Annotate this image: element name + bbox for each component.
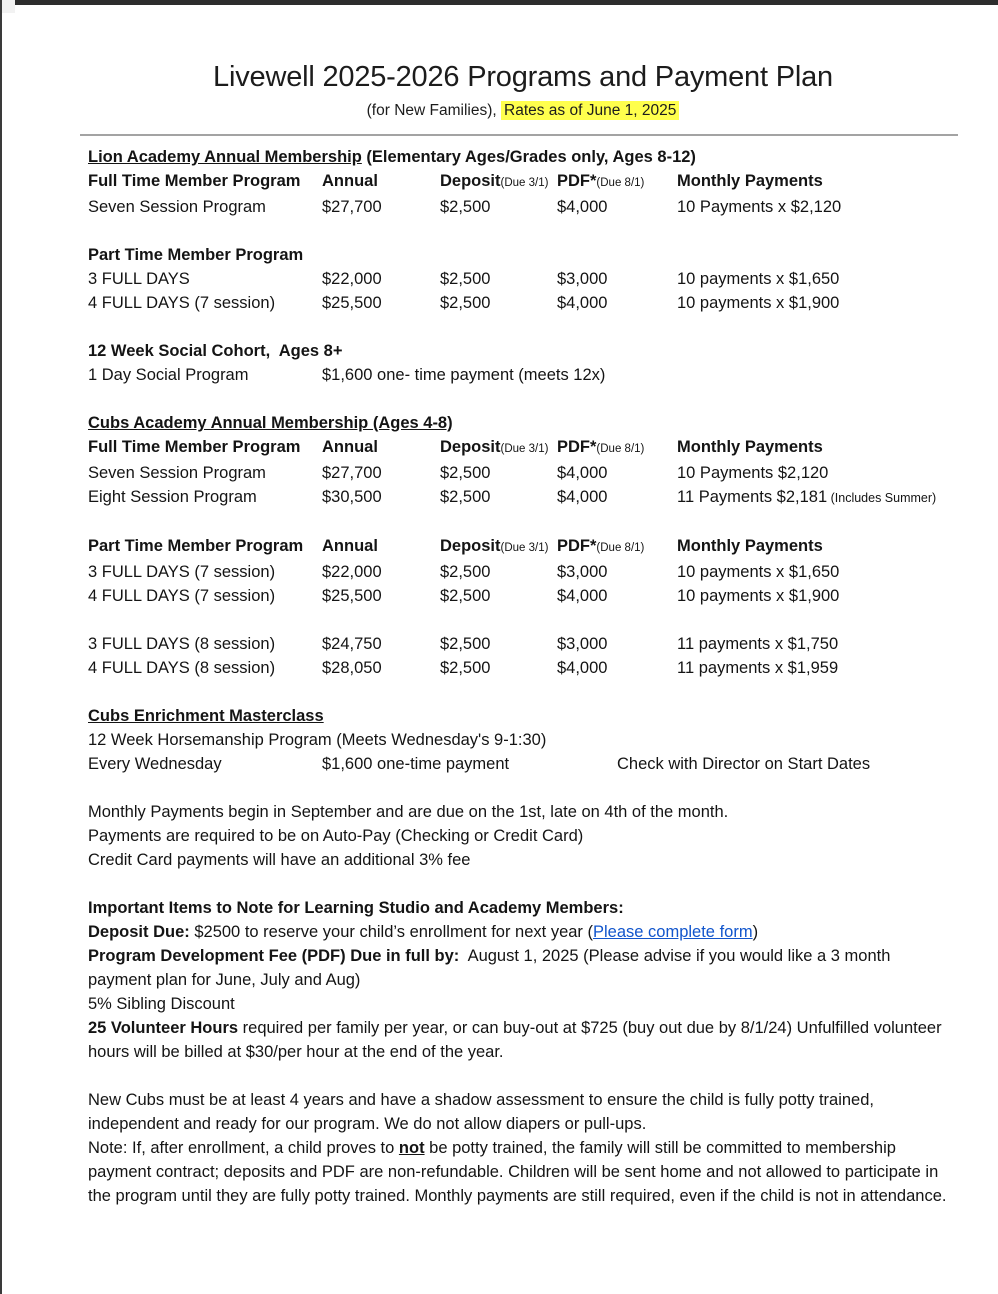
table-row bbox=[88, 560, 958, 584]
deposit-amount: $2,500 bbox=[440, 635, 491, 653]
pdf-amount: $4,000 bbox=[557, 488, 608, 506]
column-header-pdf: PDF*(Due 8/1) bbox=[557, 172, 645, 190]
column-header-monthly-payments: Monthly Payments bbox=[677, 438, 823, 456]
cubs-full-time-header-row bbox=[88, 435, 958, 461]
monthly-payments-value: 10 Payments $2,120 bbox=[677, 464, 829, 482]
pdf-due-note: (Due 8/1) bbox=[596, 177, 645, 189]
annual-price: $24,750 bbox=[322, 635, 382, 653]
annual-price: $25,500 bbox=[322, 587, 382, 605]
column-header-program: Full Time Member Program bbox=[88, 172, 301, 190]
pdf-amount: $4,000 bbox=[557, 659, 608, 677]
table-row bbox=[88, 485, 958, 510]
column-header-monthly-payments: Monthly Payments bbox=[677, 172, 823, 190]
lion-academy-heading bbox=[88, 145, 958, 169]
program-name: 4 FULL DAYS (7 session) bbox=[88, 587, 276, 605]
monthly-payments-value: 11 payments x $1,959 bbox=[677, 659, 839, 677]
monthly-payments-value: 10 payments x $1,900 bbox=[677, 294, 840, 312]
monthly-payments-value: 11 Payments $2,181 (Includes Summer) bbox=[677, 488, 937, 506]
deposit-due-note: (Due 3/1) bbox=[500, 542, 549, 554]
pdf-due-note: (Due 8/1) bbox=[596, 443, 645, 455]
monthly-payments-value: 11 payments x $1,750 bbox=[677, 635, 839, 653]
column-header-program: Full Time Member Program bbox=[88, 438, 301, 456]
sibling-discount-line: 5% Sibling Discount bbox=[88, 995, 235, 1013]
column-header-pdf: PDF*(Due 8/1) bbox=[557, 537, 645, 555]
lion-full-time-header-row bbox=[88, 169, 958, 195]
new-cubs-note: New Cubs must be at least 4 years and have a shadow assessment to ensure the child is fully potty trained, independent and ready for our program. We do not allow diapers or pull-ups. bbox=[88, 1091, 879, 1133]
table-row bbox=[88, 363, 958, 387]
column-header-annual: Annual bbox=[322, 172, 378, 190]
deposit-amount: $2,500 bbox=[440, 587, 491, 605]
program-name: 4 FULL DAYS (7 session) bbox=[88, 294, 276, 312]
column-header-annual: Annual bbox=[322, 537, 378, 555]
deposit-amount: $2,500 bbox=[440, 659, 491, 677]
page-title: Livewell 2025-2026 Programs and Payment Plan bbox=[213, 61, 833, 93]
volunteer-hours-line: 25 Volunteer Hours required per family per year, or can buy-out at $725 (buy out due by 8/1/24) Unfulfilled volunteer hours will be billed at $30/per hour at the end of the year. bbox=[88, 1019, 947, 1061]
table-row bbox=[88, 752, 958, 776]
pdf-amount: $4,000 bbox=[557, 464, 608, 482]
pdf-due-line: Program Development Fee (PDF) Due in full by: August 1, 2025 (Please advise if you would like a 3 month payment plan for June, July and Aug) bbox=[88, 947, 896, 989]
program-name: Seven Session Program bbox=[88, 464, 266, 482]
deposit-amount: $2,500 bbox=[440, 198, 491, 216]
annual-price: $30,500 bbox=[322, 488, 382, 506]
page-subtitle bbox=[88, 101, 958, 121]
deposit-amount: $2,500 bbox=[440, 270, 491, 288]
page-top-edge bbox=[0, 0, 998, 5]
column-header-monthly-payments: Monthly Payments bbox=[677, 537, 823, 555]
program-name: Every Wednesday bbox=[88, 755, 222, 773]
lion-academy-heading-underlined: Lion Academy Annual Membership bbox=[88, 148, 362, 166]
volunteer-hours-label: 25 Volunteer Hours bbox=[88, 1019, 239, 1037]
deposit-amount: $2,500 bbox=[440, 464, 491, 482]
program-name: 1 Day Social Program bbox=[88, 366, 249, 384]
header-divider bbox=[80, 134, 958, 136]
annual-price: $27,700 bbox=[322, 464, 382, 482]
annual-price: $27,700 bbox=[322, 198, 382, 216]
table-row bbox=[88, 656, 958, 680]
column-header-program: Part Time Member Program bbox=[88, 537, 304, 555]
column-header-deposit: Deposit(Due 3/1) bbox=[440, 537, 549, 555]
pdf-due-note: (Due 8/1) bbox=[596, 542, 645, 554]
program-name: 4 FULL DAYS (8 session) bbox=[88, 659, 276, 677]
pdf-amount: $4,000 bbox=[557, 587, 608, 605]
deposit-due-label: Deposit Due: bbox=[88, 923, 190, 941]
subtitle-prefix: (for New Families), bbox=[366, 102, 501, 119]
column-header-annual: Annual bbox=[322, 438, 378, 456]
table-row bbox=[88, 632, 958, 656]
pdf-amount: $4,000 bbox=[557, 294, 608, 312]
program-name: 3 FULL DAYS bbox=[88, 270, 190, 288]
cubs-part-time-header-row bbox=[88, 534, 958, 560]
program-name: Eight Session Program bbox=[88, 488, 257, 506]
pdf-due-label: Program Development Fee (PDF) Due in full by: bbox=[88, 947, 460, 965]
payment-terms-line: Monthly Payments begin in September and are due on the 1st, late on 4th of the month. bbox=[88, 803, 729, 821]
social-cohort-heading: 12 Week Social Cohort, Ages 8+ bbox=[88, 342, 343, 360]
annual-price: $22,000 bbox=[322, 563, 382, 581]
deposit-amount: $2,500 bbox=[440, 294, 491, 312]
lion-academy-heading-suffix: (Elementary Ages/Grades only, Ages 8-12) bbox=[361, 148, 696, 166]
pdf-amount: $3,000 bbox=[557, 270, 608, 288]
program-name: 3 FULL DAYS (8 session) bbox=[88, 635, 276, 653]
table-row bbox=[88, 291, 958, 315]
monthly-payments-value: 10 payments x $1,650 bbox=[677, 270, 840, 288]
cubs-academy-heading: Cubs Academy Annual Membership (Ages 4-8) bbox=[88, 414, 453, 432]
monthly-payments-value: 10 payments x $1,650 bbox=[677, 563, 840, 581]
pdf-amount: $4,000 bbox=[557, 198, 608, 216]
column-header-deposit: Deposit(Due 3/1) bbox=[440, 438, 549, 456]
potty-training-note: Note: If, after enrollment, a child proves to not be potty trained, the family will still be committed to membership payment contract; deposits and PDF are non-refundable. Children will be sent home and not allowed to participate in the program until they are fully potty trained. Monthly payments are still required, even if the child is not in attendance. bbox=[88, 1139, 947, 1205]
not-emphasis: not bbox=[398, 1139, 425, 1157]
masterclass-description: 12 Week Horsemanship Program (Meets Wednesday's 9-1:30) bbox=[88, 731, 547, 749]
please-complete-form-link[interactable]: Please complete form bbox=[593, 923, 753, 941]
important-items-heading: Important Items to Note for Learning Studio and Academy Members: bbox=[88, 899, 624, 917]
monthly-payments-value: 10 Payments x $2,120 bbox=[677, 198, 842, 216]
one-time-payment-value: $1,600 one-time payment bbox=[322, 755, 510, 773]
includes-summer-note: (Includes Summer) bbox=[827, 491, 937, 505]
payment-terms-line: Credit Card payments will have an additional 3% fee bbox=[88, 851, 471, 869]
pdf-amount: $3,000 bbox=[557, 635, 608, 653]
annual-price: $22,000 bbox=[322, 270, 382, 288]
one-time-payment-value: $1,600 one- time payment (meets 12x) bbox=[322, 366, 606, 384]
deposit-due-note: (Due 3/1) bbox=[500, 177, 549, 189]
lion-part-time-heading: Part Time Member Program bbox=[88, 246, 304, 264]
deposit-amount: $2,500 bbox=[440, 563, 491, 581]
column-header-deposit: Deposit(Due 3/1) bbox=[440, 172, 549, 190]
page-left-edge bbox=[0, 0, 2, 1294]
start-dates-note: Check with Director on Start Dates bbox=[617, 755, 871, 773]
table-row bbox=[88, 461, 958, 485]
subtitle-highlighted-rates-date: Rates as of June 1, 2025 bbox=[501, 101, 679, 120]
annual-price: $25,500 bbox=[322, 294, 382, 312]
deposit-due-line: Deposit Due: $2500 to reserve your child’s enrollment for next year (Please complete form) bbox=[88, 923, 759, 941]
masterclass-heading: Cubs Enrichment Masterclass bbox=[88, 707, 324, 725]
monthly-payments-value: 10 payments x $1,900 bbox=[677, 587, 840, 605]
payment-terms-line: Payments are required to be on Auto-Pay (Checking or Credit Card) bbox=[88, 827, 584, 845]
document-body bbox=[88, 44, 958, 1208]
table-row bbox=[88, 195, 958, 219]
annual-price: $28,050 bbox=[322, 659, 382, 677]
page-top-corner-notch bbox=[2, 0, 15, 13]
column-header-pdf: PDF*(Due 8/1) bbox=[557, 438, 645, 456]
table-row bbox=[88, 267, 958, 291]
program-name: 3 FULL DAYS (7 session) bbox=[88, 563, 276, 581]
deposit-due-note: (Due 3/1) bbox=[500, 443, 549, 455]
pdf-amount: $3,000 bbox=[557, 563, 608, 581]
program-name: Seven Session Program bbox=[88, 198, 266, 216]
deposit-amount: $2,500 bbox=[440, 488, 491, 506]
table-row bbox=[88, 584, 958, 608]
